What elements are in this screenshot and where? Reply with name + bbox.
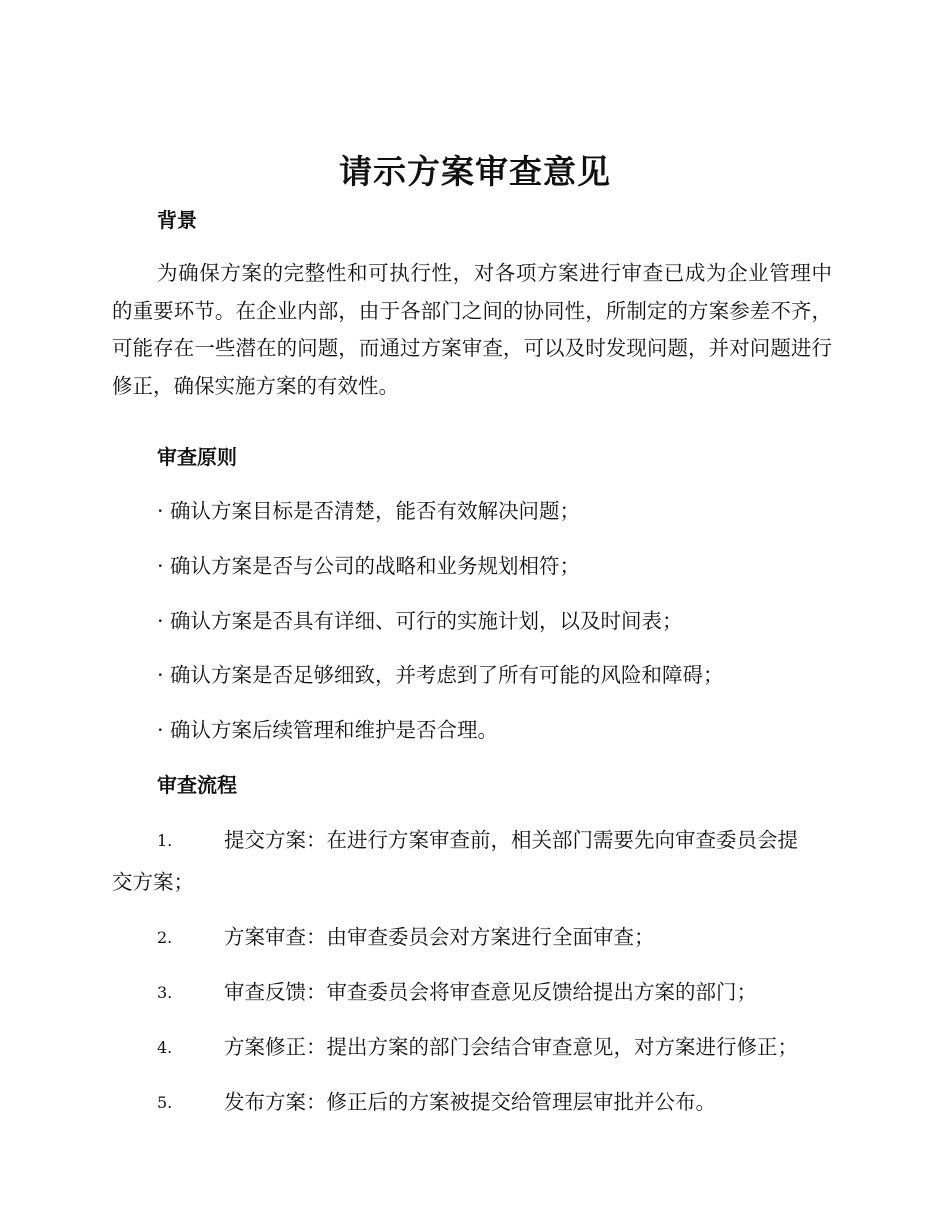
section-heading-principles: 审查原则 [157,445,237,469]
step-text: 发布方案：修正后的方案被提交给管理层审批并公布。 [224,1090,716,1114]
step-number: 5. [157,1093,173,1112]
step-number: 3. [157,983,173,1002]
principle-item: · 确认方案是否与公司的战略和业务规划相符； [157,554,581,578]
step-text: 方案修正：提出方案的部门会结合审查意见，对方案进行修正； [224,1035,798,1059]
step-number: 4. [157,1038,173,1057]
principle-item: · 确认方案是否具有详细、可行的实施计划，以及时间表； [157,609,683,633]
step-number: 1. [157,831,173,850]
step-text-continuation: 交方案； [112,870,194,894]
background-paragraph: 为确保方案的完整性和可执行性，对各项方案进行审查已成为企业管理中的重要环节。在企业内部，由于各部门之间的协同性，所制定的方案参差不齐，可能存在一些潜在的问题，而通过方案审查，可以及时发现问题，并对问题进行修正，确保实施方案的有效性。 [112,261,832,398]
principle-item: · 确认方案是否足够细致，并考虑到了所有可能的风险和障碍； [157,663,724,687]
section-heading-background: 背景 [157,208,197,232]
step-number: 2. [157,928,173,947]
step-text: 方案审查：由审查委员会对方案进行全面审查； [224,925,655,949]
document-title: 请示方案审查意见 [339,152,611,191]
step-text: 审查反馈：审查委员会将审查意见反馈给提出方案的部门； [224,980,757,1004]
principle-item: · 确认方案后续管理和维护是否合理。 [157,718,499,742]
section-heading-process: 审查流程 [157,773,237,797]
principle-item: · 确认方案目标是否清楚，能否有效解决问题； [157,499,581,523]
step-text: 提交方案：在进行方案审查前，相关部门需要先向审查委员会提 [224,828,798,852]
